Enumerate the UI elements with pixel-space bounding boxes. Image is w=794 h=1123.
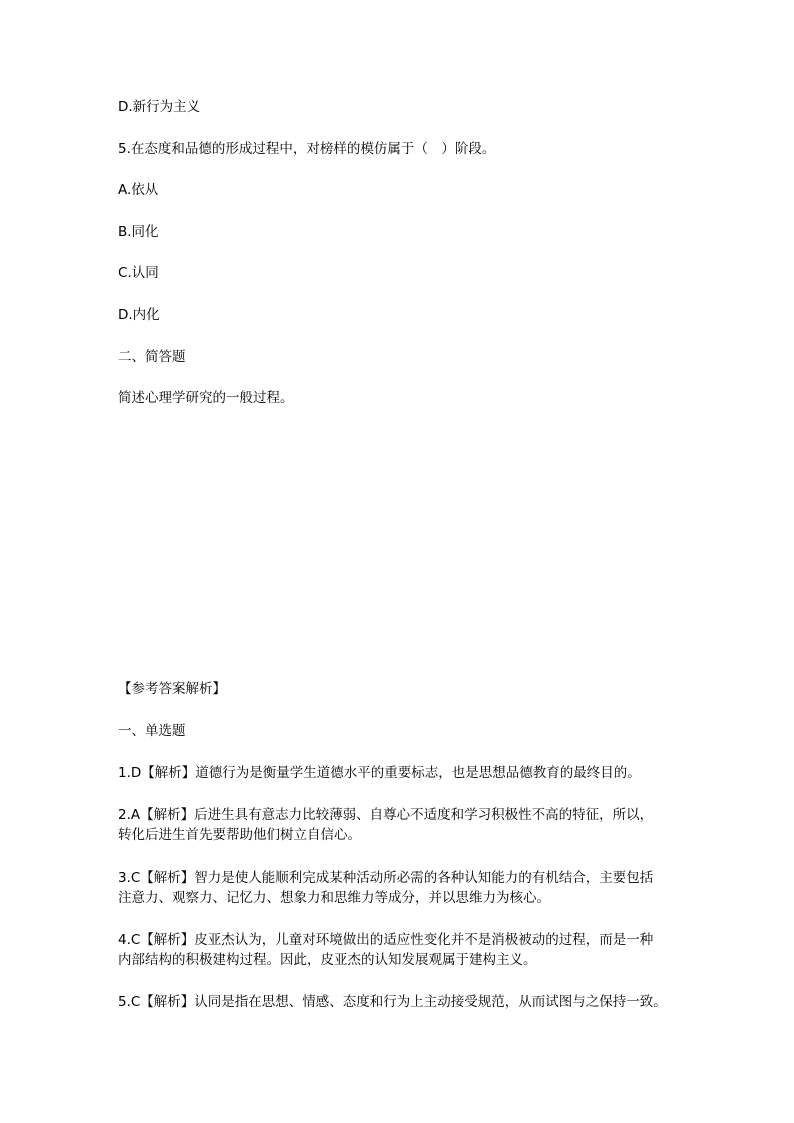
answer-item-5 [118, 992, 667, 1012]
q5-option-b: B.同化 [118, 224, 159, 240]
q5-option-c: C.认同 [118, 265, 159, 281]
answer-line: 转化后进生首先要帮助他们树立自信心。 [118, 827, 361, 843]
answer-item-4 [118, 930, 653, 970]
answer-line: 注意力、观察力、记忆力、想象力和思维力等成分，并以思维力为核心。 [118, 890, 550, 906]
short-answer-question: 简述心理学研究的一般过程。 [118, 390, 294, 406]
answers-title: 【参考答案解析】 [118, 681, 226, 697]
answer-item-2 [118, 805, 653, 845]
q5-option-a: A.依从 [118, 182, 159, 198]
q5-option-d: D.内化 [118, 307, 160, 323]
answer-line: 1.D【解析】道德行为是衡量学生道德水平的重要标志，也是思想品德教育的最终目的。 [118, 765, 641, 781]
answer-line: 4.C【解析】皮亚杰认为，儿童对环境做出的适应性变化并不是消极被动的过程，而是一种 [118, 932, 654, 948]
section-heading-short-answer: 二、简答题 [118, 349, 186, 365]
answer-line: 3.C【解析】智力是使人能顺利完成某种活动所必需的各种认知能力的有机结合，主要包括 [118, 870, 654, 886]
answer-line: 内部结构的积极建构过程。因此，皮亚杰的认知发展观属于建构主义。 [118, 952, 537, 968]
answer-line: 2.A【解析】后进生具有意志力比较薄弱、自尊心不适度和学习积极性不高的特征，所以， [118, 807, 654, 823]
answer-item-3 [118, 868, 653, 908]
q5-stem: 5.在态度和品德的形成过程中，对榜样的模仿属于（ ）阶段。 [118, 141, 496, 157]
answers-section-single-choice: 一、单选题 [118, 723, 186, 739]
q4-option-d: D.新行为主义 [118, 99, 201, 115]
answer-line: 5.C【解析】认同是指在思想、情感、态度和行为上主动接受规范，从而试图与之保持一致。 [118, 994, 667, 1010]
answer-item-1 [118, 763, 641, 783]
